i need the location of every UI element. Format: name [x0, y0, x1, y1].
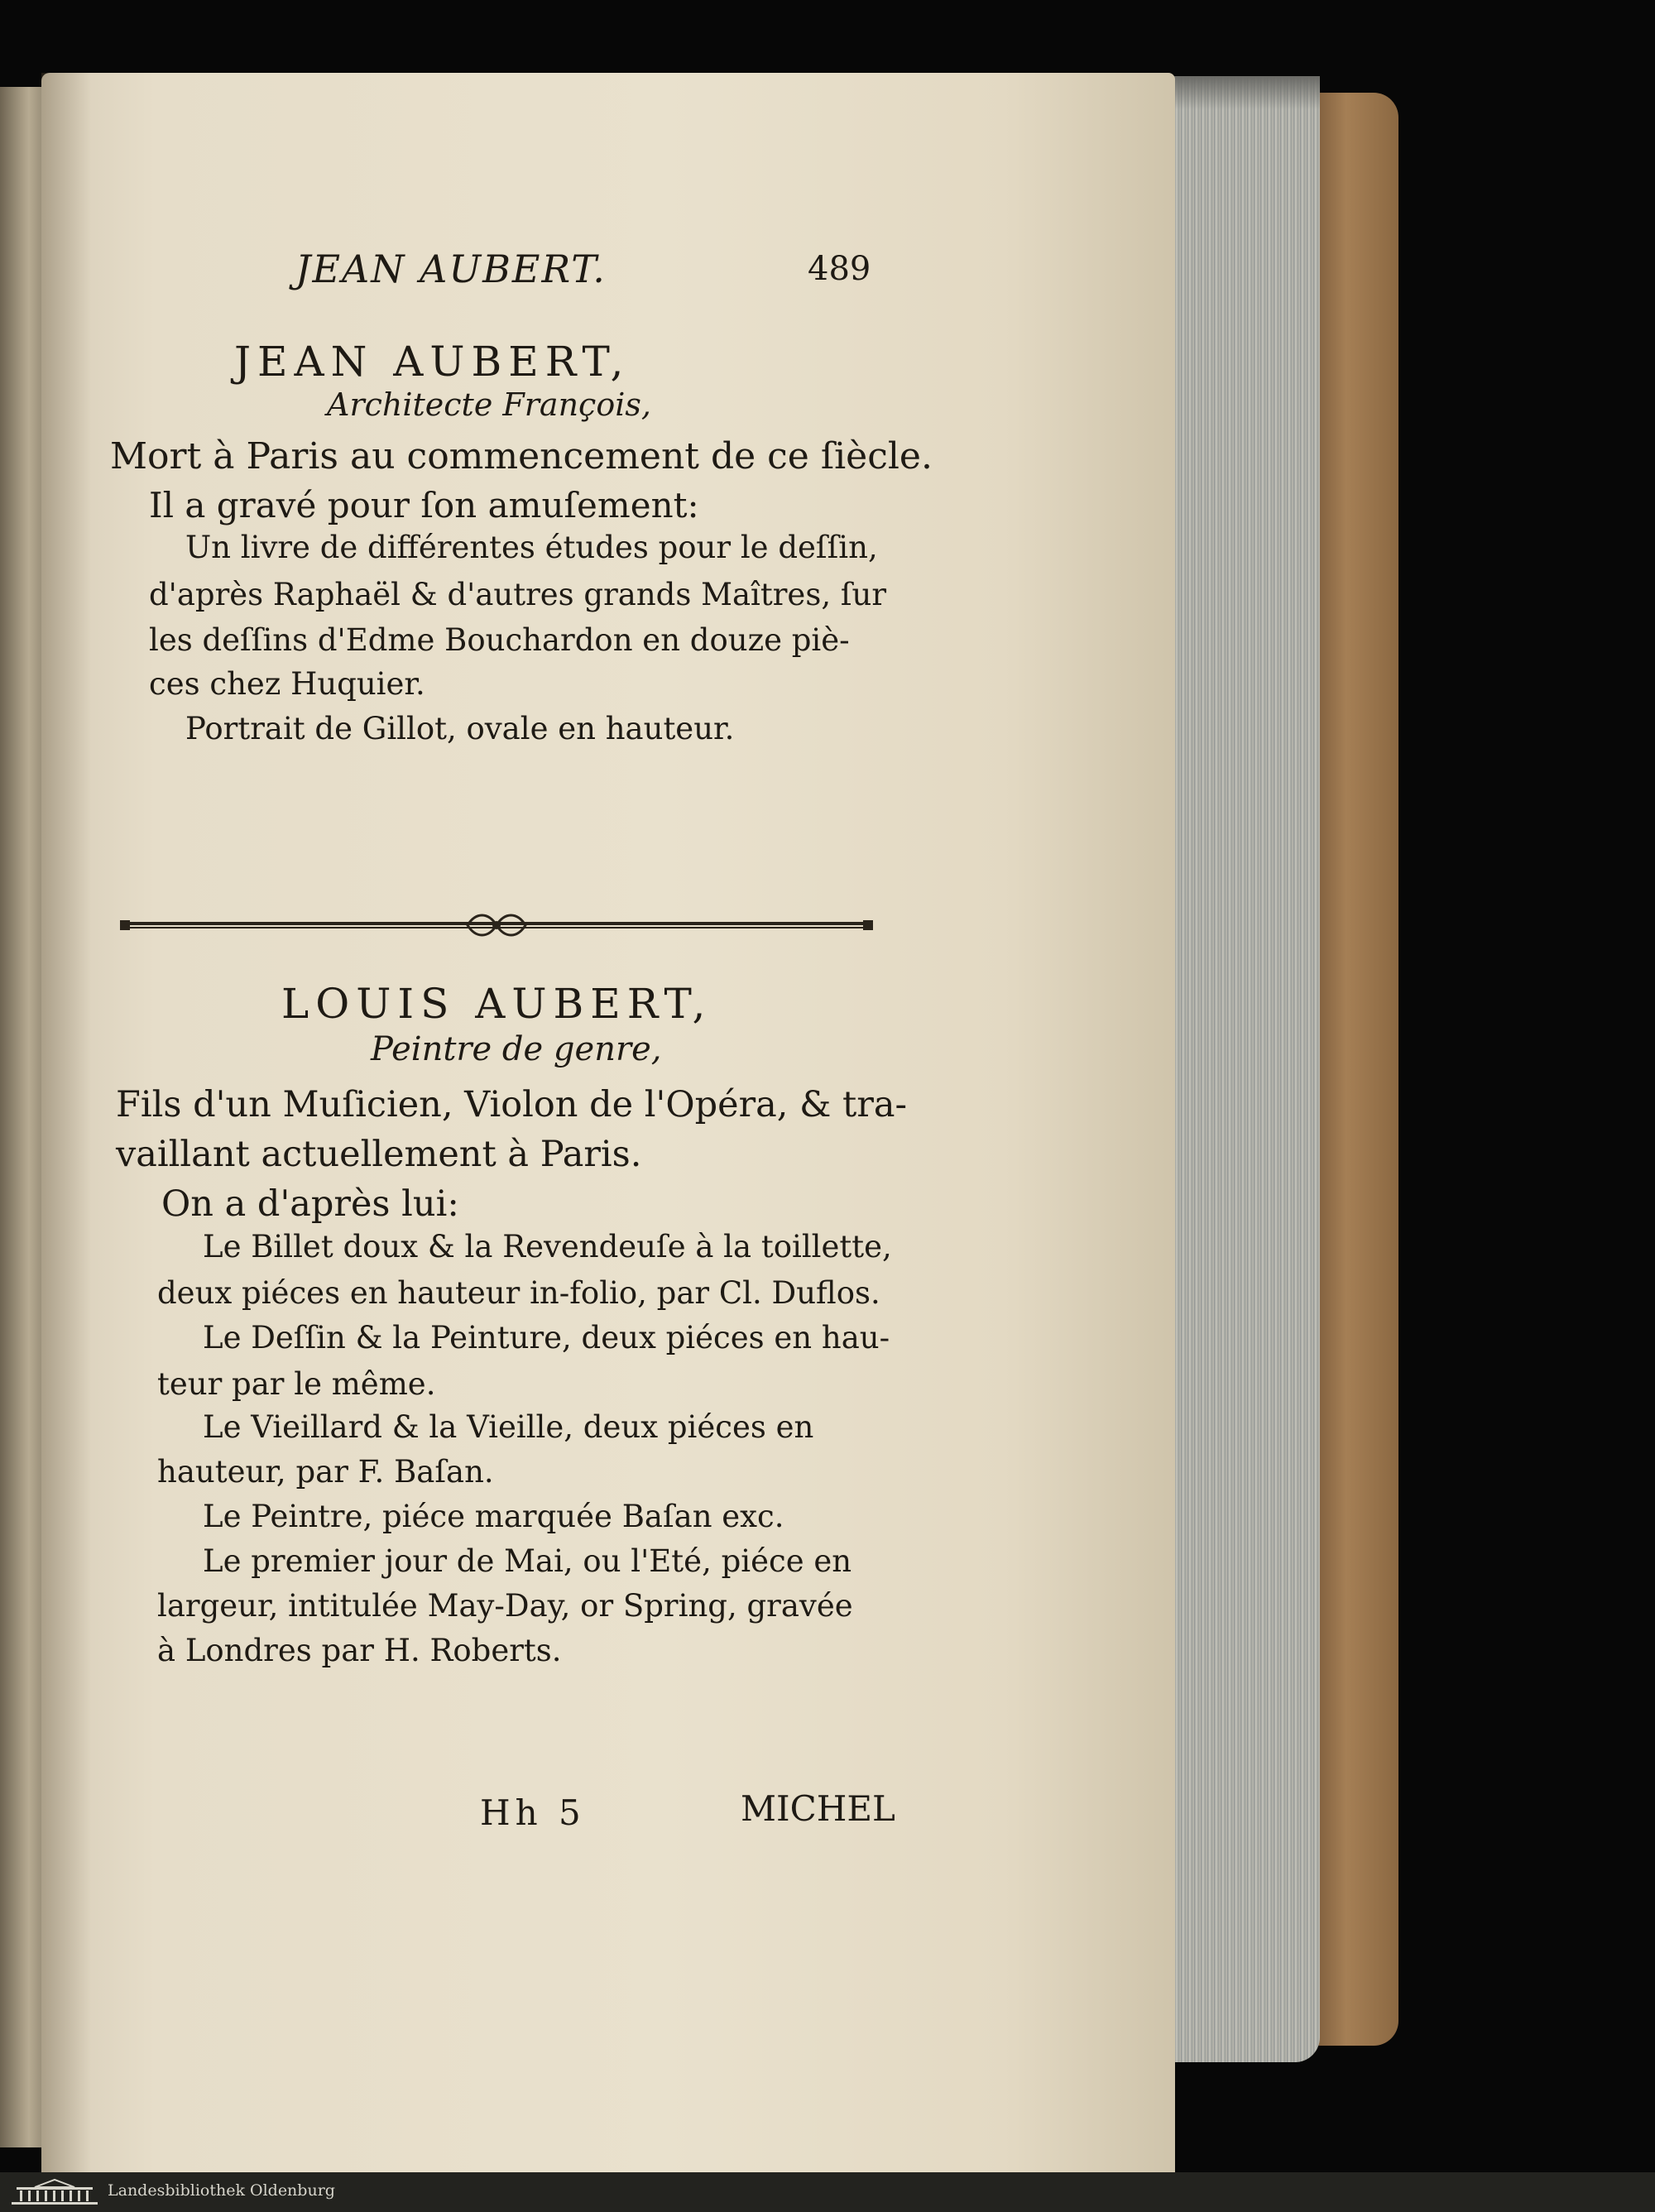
entry-jean-line: Mort à Paris au commencement de ce ſiècle.: [110, 435, 933, 477]
gutter-shadow: [41, 73, 91, 2172]
library-building-icon: [10, 2177, 99, 2207]
entry-louis-line: Le Billet doux & la Revendeuſe à la toillette,: [203, 1229, 892, 1264]
entry-jean-line: les deſſins d'Edme Bouchardon en douze piè-: [149, 622, 850, 658]
ornamental-divider: [120, 910, 873, 940]
book-cover: [1312, 93, 1398, 2046]
library-name: Landesbibliothek Oldenburg: [108, 2181, 335, 2200]
entry-louis-line: Le Deſſin & la Peinture, deux piéces en hau-: [203, 1320, 890, 1356]
running-head-title: JEAN AUBERT.: [295, 247, 607, 291]
entry-louis-line: largeur, intitulée May-Day, or Spring, gravée: [157, 1588, 853, 1624]
entry-louis-line: à Londres par H. Roberts.: [157, 1633, 562, 1668]
entry-louis-line: Le Vieillard & la Vieille, deux piéces en: [203, 1409, 814, 1445]
catchword: MICHEL: [741, 1788, 895, 1829]
entry-louis-line: vaillant actuellement à Paris.: [116, 1134, 642, 1175]
page-number: 489: [808, 250, 871, 288]
viewer-footer: [0, 2172, 1655, 2212]
entry-louis-name: LOUIS AUBERT,: [281, 980, 712, 1028]
entry-jean-line: Un livre de différentes études pour le deſſin,: [185, 530, 878, 565]
entry-jean-line: Il a gravé pour ſon amuſement:: [149, 485, 699, 525]
entry-louis-line: hauteur, par F. Baſan.: [157, 1454, 494, 1490]
entry-jean-line: ces chez Huquier.: [149, 666, 425, 702]
entry-louis-line: Le premier jour de Mai, ou l'Eté, piéce en: [203, 1543, 852, 1579]
entry-louis-line: deux piéces en hauteur in-folio, par Cl. Duflos.: [157, 1275, 880, 1311]
entry-jean-line: Portrait de Gillot, ovale en hauteur.: [185, 711, 735, 746]
signature-mark: Hh 5: [480, 1792, 586, 1833]
entry-jean-line: d'après Raphaël & d'autres grands Maîtres, ſur: [149, 577, 887, 612]
entry-louis-line: Le Peintre, piéce marquée Baſan exc.: [203, 1499, 784, 1534]
entry-louis-profession: Peintre de genre,: [371, 1030, 662, 1068]
entry-jean-name: JEAN AUBERT,: [234, 338, 631, 386]
entry-louis-line: teur par le même.: [157, 1366, 436, 1402]
entry-jean-profession: Architecte François,: [327, 386, 651, 423]
entry-louis-line: Fils d'un Muſicien, Violon de l'Opéra, & tra-: [116, 1084, 908, 1125]
entry-louis-line: On a d'après lui:: [161, 1183, 459, 1225]
